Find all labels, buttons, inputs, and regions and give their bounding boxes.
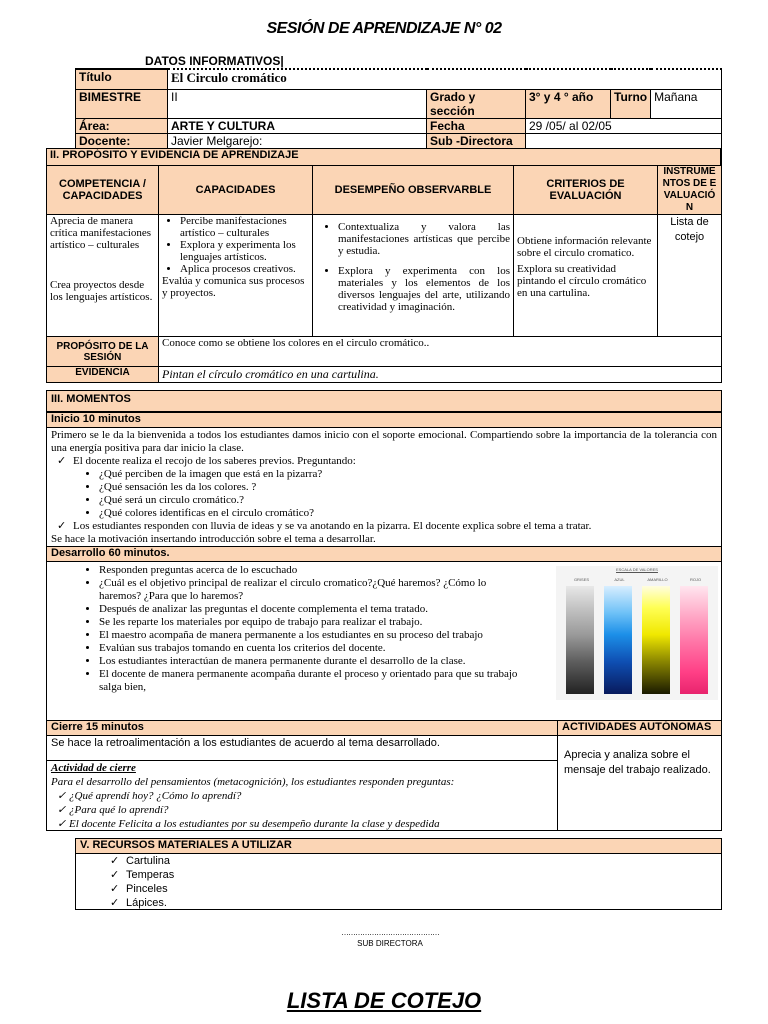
firma-label: SUB DIRECTORA bbox=[357, 939, 423, 948]
evidencia-label: EVIDENCIA bbox=[47, 367, 159, 383]
proposito-section-title: II. PROPÓSITO Y EVIDENCIA DE APRENDIZAJE bbox=[47, 149, 721, 166]
fecha-label: Fecha bbox=[427, 118, 526, 133]
escala-azul-swatches bbox=[604, 586, 632, 694]
actividad-item: ✓ ¿Qué aprendí hoy? ¿Cómo lo aprendí? bbox=[51, 789, 553, 803]
desarrollo-item: • ¿Cuál es el objetivo principal de realizar el circulo cromatico?¿Qué haremos? ¿Cómo lo haremos? ¿Para que lo haremos? bbox=[99, 577, 529, 603]
actividad-intro: Para el desarrollo del pensamientos (metacognición), los estudiantes responden preguntas: bbox=[51, 776, 455, 788]
escala-rojo-swatches bbox=[680, 586, 708, 694]
inicio-pregunta: • ¿Qué sensación les da los colores. ? bbox=[99, 481, 717, 494]
fecha-value: 29 /05/ al 02/05 bbox=[526, 118, 722, 133]
escala-amarillo-swatches bbox=[642, 586, 670, 694]
momentos-section-title: III. MOMENTOS bbox=[46, 390, 722, 412]
escala-col-label: AZUL bbox=[614, 577, 625, 582]
document-title: SESIÓN DE APRENDIZAJE N° 02 bbox=[266, 20, 502, 37]
bimestre-value: II bbox=[168, 89, 427, 118]
escala-col-label: GRISES bbox=[573, 577, 590, 582]
inicio-check-1: ✓ El docente realiza el recojo de los saberes previos. Preguntando: bbox=[51, 455, 717, 468]
titulo-label: Título bbox=[76, 69, 168, 89]
titulo-value: El Circulo cromático bbox=[168, 69, 722, 89]
actividad-item: ✓ El docente Felicita a los estudiantes por su desempeño durante la clase y despedida bbox=[51, 817, 553, 831]
bimestre-label: BIMESTRE bbox=[76, 89, 168, 118]
criterio-2: Explora su creatividad pintando el círculo cromático en una cartulina. bbox=[517, 263, 647, 299]
inicio-check-2: ✓ Los estudiantes responden con lluvia de ideas y se va anotando en la pizarra. El docente explica sobre el tema a tratar. bbox=[51, 520, 717, 533]
desarrollo-title: Desarrollo 60 minutos. bbox=[46, 546, 722, 562]
competencia-cell bbox=[47, 215, 159, 337]
desarrollo-item: • El maestro acompaña de manera permanente a los estudiantes en su proceso del trabajo bbox=[99, 629, 529, 642]
competencia-2: Crea proyectos desde los lenguajes artísticos. bbox=[50, 279, 153, 303]
sub-directora-value bbox=[526, 133, 722, 148]
desarrollo-item: • Los estudiantes interactúan de manera permanente durante el desarrollo de la clase. bbox=[99, 655, 529, 668]
docente-value: Javier Melgarejo: bbox=[168, 133, 427, 148]
desarrollo-item: • Se les reparte los materiales por equipo de trabajo para realizar el trabajo. bbox=[99, 616, 529, 629]
cierre-body bbox=[46, 735, 558, 831]
inicio-pregunta: • ¿Qué colores identificas en el circulo cromático? bbox=[99, 507, 717, 520]
escala-col-label: ROJO bbox=[689, 577, 702, 582]
inicio-cierre: Se hace la motivación insertando introducción sobre el tema a desarrollar. bbox=[51, 533, 376, 545]
inicio-intro: Primero se le da la bienvenida a todos los estudiantes damos inicio con el soporte emocional. Compartiendo sobre la importancia de la tolerancia con una energía positiva para dar inicio la clase. bbox=[51, 429, 717, 454]
capacidades-cell bbox=[159, 215, 313, 337]
desarrollo-item: • El docente de manera permanente acompaña durante el proceso y orientado para que su trabajo salga bien, bbox=[99, 668, 529, 694]
turno-label: Turno bbox=[611, 89, 651, 118]
desempeno-cell bbox=[313, 215, 514, 337]
capacidad-item: • Aplica procesos creativos. bbox=[180, 263, 309, 275]
escala-col-label: AMARILLO bbox=[647, 577, 668, 582]
datos-informativos-label: DATOS INFORMATIVOS| bbox=[145, 54, 284, 68]
autonomas-text: Aprecia y analiza sobre el mensaje del trabajo realizado. bbox=[557, 735, 722, 831]
sub-directora-label: Sub -Directora bbox=[427, 133, 526, 148]
recurso-item: ✓ Lápices. bbox=[104, 896, 721, 910]
datos-table bbox=[75, 68, 722, 149]
firma-line: …………………………………… bbox=[341, 928, 439, 937]
cierre-title: Cierre 15 minutos bbox=[46, 720, 558, 736]
proposito-table bbox=[46, 148, 722, 383]
inicio-pregunta: • ¿Qué perciben de la imagen que está en la pizarra? bbox=[99, 468, 717, 481]
lista-cotejo-title: LISTA DE COTEJO bbox=[286, 988, 482, 1013]
desempeno-item: • Explora y experimenta con los materiales y los elementos de los diversos lenguajes del arte, utilizando creatividad y imaginación. bbox=[338, 265, 510, 313]
inicio-body bbox=[46, 427, 722, 547]
actividad-cierre bbox=[47, 761, 557, 831]
proposito-sesion-value: Conoce como se obtiene los colores en el circulo cromático.. bbox=[159, 337, 722, 367]
escala-title: ESCALA DE VALORES bbox=[616, 567, 658, 572]
proposito-sesion-label: PROPÓSITO DE LA SESIÓN bbox=[47, 337, 159, 367]
header-instrumentos: INSTRUMENTOS DE EVALUACIÓN bbox=[658, 166, 722, 215]
area-label: Área: bbox=[76, 118, 168, 133]
area-value: ARTE Y CULTURA bbox=[168, 118, 427, 133]
desempeno-item: • Contextualiza y valora las manifestaciones artísticas que percibe y estudia. bbox=[338, 221, 510, 257]
escala-valores-image bbox=[556, 566, 718, 700]
desarrollo-item: • Evalúan sus trabajos tomando en cuenta los criterios del docente. bbox=[99, 642, 529, 655]
criterios-cell bbox=[514, 215, 658, 337]
cierre-text: Se hace la retroalimentación a los estudiantes de acuerdo al tema desarrollado. bbox=[47, 736, 557, 761]
grado-label: Grado y sección bbox=[427, 89, 526, 118]
actividad-title: Actividad de cierre bbox=[51, 762, 136, 774]
capacidad-extra: Evalúa y comunica sus procesos y proyectos. bbox=[162, 275, 305, 299]
turno-value: Mañana bbox=[651, 89, 722, 118]
escala-gris-swatches bbox=[566, 586, 594, 694]
actividad-item: ✓ ¿Para qué lo aprendí? bbox=[51, 803, 553, 817]
recurso-item: ✓ Pinceles bbox=[104, 882, 721, 896]
desarrollo-item: • Responden preguntas acerca de lo escuchado bbox=[99, 564, 529, 577]
evidencia-value: Pintan el círculo cromático en una cartulina. bbox=[159, 367, 722, 383]
criterio-1: Obtiene información relevante sobre el circulo cromatico. bbox=[517, 235, 652, 259]
desarrollo-item: • Después de analizar las preguntas el docente complementa el tema tratado. bbox=[99, 603, 529, 616]
recursos-body bbox=[75, 853, 722, 910]
competencia-1: Aprecia de manera crítica manifestaciones artístico – culturales bbox=[50, 215, 152, 251]
recursos-title: V. RECURSOS MATERIALES A UTILIZAR bbox=[75, 838, 722, 854]
grado-value: 3° y 4 ° año bbox=[526, 89, 611, 118]
instrumento-cell: Lista de cotejo bbox=[658, 215, 722, 337]
header-competencia: COMPETENCIA / CAPACIDADES bbox=[47, 166, 159, 215]
capacidad-item: • Percibe manifestaciones artístico – culturales bbox=[180, 215, 309, 239]
capacidad-item: • Explora y experimenta los lenguajes artísticos. bbox=[180, 239, 309, 263]
inicio-title: Inicio 10 minutos bbox=[46, 412, 722, 428]
inicio-pregunta: • ¿Qué será un circulo cromático.? bbox=[99, 494, 717, 507]
header-capacidades: CAPACIDADES bbox=[159, 166, 313, 215]
recurso-item: ✓ Temperas bbox=[104, 868, 721, 882]
header-desempeno: DESEMPEÑO OBSERVARBLE bbox=[313, 166, 514, 215]
recurso-item: ✓ Cartulina bbox=[104, 854, 721, 868]
docente-label: Docente: bbox=[76, 133, 168, 148]
header-criterios: CRITERIOS DE EVALUACIÓN bbox=[514, 166, 658, 215]
autonomas-title: ACTIVIDADES AUTÓNOMAS bbox=[557, 720, 722, 736]
